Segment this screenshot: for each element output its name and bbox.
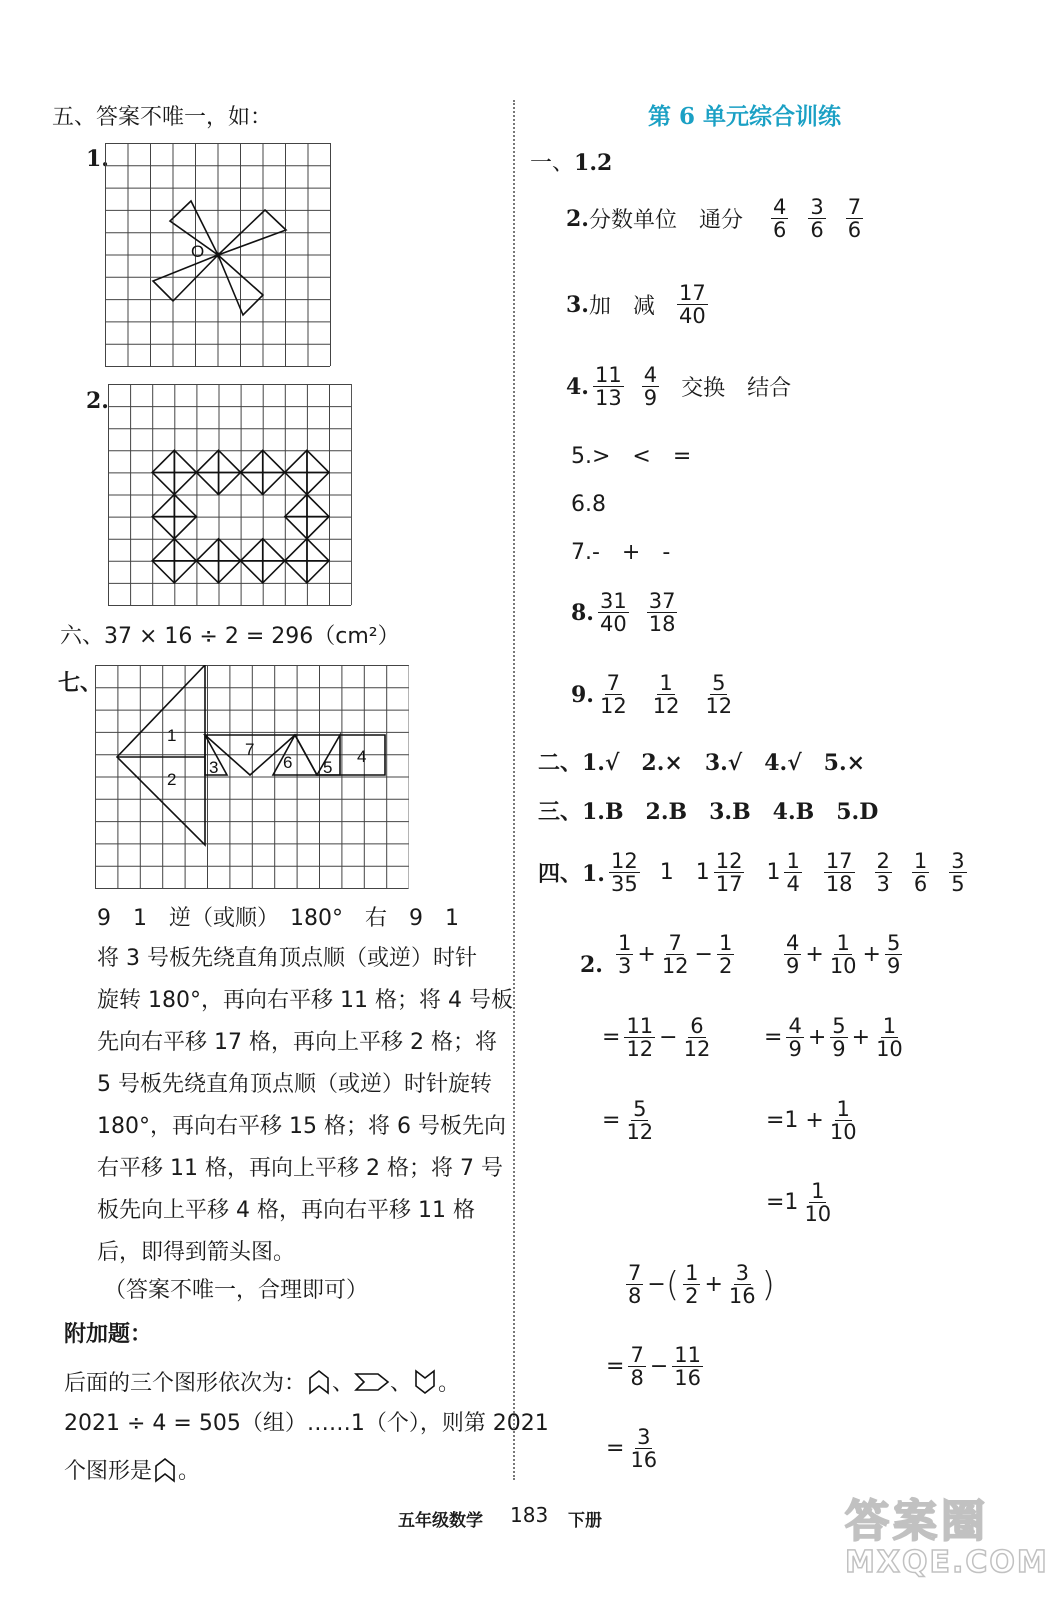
fraction-numerator: 1 <box>718 931 733 955</box>
fraction-denominator: 9 <box>886 954 901 979</box>
calc-a-line-2 <box>602 1015 716 1060</box>
math-text: =1 + <box>766 1108 824 1134</box>
fraction-denominator: 18 <box>648 612 676 637</box>
pentagon-right-shape <box>354 1370 390 1394</box>
section-7-note: （答案不唯一，合理即可） <box>104 1278 369 1303</box>
fraction-denominator: 40 <box>678 304 706 329</box>
fraction-numerator: 5 <box>712 671 726 695</box>
fraction-numerator: 1 <box>836 1097 850 1121</box>
section-4-q1 <box>538 850 971 895</box>
fraction-numerator: 12 <box>610 849 638 873</box>
math-text: ) <box>761 1264 775 1305</box>
fraction <box>874 1015 905 1060</box>
watermark-logo <box>845 1485 1049 1580</box>
fraction-numerator: 3 <box>735 1261 749 1285</box>
section-4-q2-label: 2. <box>580 952 603 978</box>
fraction-numerator: 1 <box>913 849 928 873</box>
fraction-numerator: 17 <box>678 281 706 305</box>
piece-label-5: 5 <box>323 758 333 777</box>
section-7-label: 七、 <box>58 670 103 696</box>
explanation-line: 旋转 180°，再向右平移 11 格；将 4 号板 <box>97 988 513 1013</box>
fraction-denominator: 12 <box>599 694 627 719</box>
math-text: 2. <box>566 205 589 232</box>
math-text: ( <box>665 1264 680 1305</box>
math-text: = <box>764 1025 783 1051</box>
fraction-denominator: 3 <box>618 954 632 979</box>
math-text: =1 <box>766 1190 799 1216</box>
section-1-q5: 5.> < = <box>571 444 692 469</box>
section-5-q1-label: 1. <box>86 146 109 172</box>
fraction <box>677 282 708 327</box>
explanation-line: 后，即得到箭头图。 <box>97 1240 296 1265</box>
section-5-heading: 五、答案不唯一，如： <box>52 105 273 130</box>
fraction-denominator: 9 <box>832 1037 846 1062</box>
rotation-center-point <box>216 253 221 258</box>
pentagon-up-shape <box>306 1369 332 1395</box>
fraction-denominator: 16 <box>630 1448 658 1473</box>
fraction <box>808 196 825 241</box>
calc-b-line-4 <box>766 1180 837 1225</box>
math-text: + <box>807 1025 827 1051</box>
math-text: 交换 结合 <box>681 376 792 402</box>
fraction-numerator: 5 <box>832 1014 846 1038</box>
extra-line-2: 2021 ÷ 4 = 505（组）……1（个），则第 2021 <box>64 1411 549 1436</box>
fraction <box>771 196 788 241</box>
fraction-denominator: 9 <box>786 954 800 979</box>
grid-figure-1 <box>105 143 331 367</box>
section-1-q8 <box>571 590 681 635</box>
unit-title: 第 6 单元综合训练 <box>648 103 842 130</box>
fraction-denominator: 6 <box>810 218 824 243</box>
piece-label-7: 7 <box>245 740 255 759</box>
section-1-q2 <box>566 196 867 241</box>
fraction <box>598 672 629 717</box>
fraction-denominator: 8 <box>628 1284 642 1309</box>
fraction-numerator: 3 <box>810 195 824 219</box>
math-text: − <box>694 942 713 968</box>
fraction-numerator: 1 <box>659 671 673 695</box>
grid-figure-7 <box>95 665 409 889</box>
fraction <box>624 1098 655 1143</box>
fraction-numerator: 4 <box>786 931 800 955</box>
fraction-numerator: 1 <box>618 931 632 955</box>
fraction-numerator: 5 <box>633 1097 647 1121</box>
fraction-numerator: 12 <box>715 849 743 873</box>
fraction-denominator: 10 <box>876 1037 903 1062</box>
math-text: 1 <box>695 860 710 886</box>
math-text: − <box>647 1272 666 1298</box>
fraction <box>624 1015 655 1060</box>
math-text: 1 <box>659 860 674 886</box>
fraction <box>682 1015 713 1060</box>
math-text: 、 <box>332 1371 355 1396</box>
footer-grade: 五年级数学 <box>398 1511 483 1531</box>
fraction <box>885 932 902 977</box>
fraction-denominator: 16 <box>674 1366 701 1391</box>
fraction <box>949 850 966 895</box>
fraction-numerator: 7 <box>628 1261 642 1285</box>
fraction-denominator: 18 <box>825 872 853 897</box>
fraction <box>784 850 801 895</box>
math-text: 。 <box>178 1459 201 1484</box>
pentagon-down-shape <box>412 1369 438 1395</box>
fraction-numerator: 1 <box>882 1014 897 1038</box>
fraction-numerator: 3 <box>637 1425 651 1449</box>
fraction-numerator: 1 <box>836 931 850 955</box>
math-text: − <box>659 1025 678 1051</box>
math-text: 个图形是 <box>64 1459 153 1484</box>
math-text: 。 <box>438 1371 461 1396</box>
fraction-numerator: 11 <box>626 1014 654 1038</box>
fraction-numerator: 11 <box>674 1343 701 1367</box>
fraction <box>598 590 629 635</box>
fraction-denominator: 6 <box>772 218 787 243</box>
fraction <box>727 1262 758 1307</box>
math-text: 8. <box>571 599 594 626</box>
footer-page-number: 183 <box>510 1503 549 1527</box>
grid-figure-2 <box>108 384 352 606</box>
fraction <box>786 1015 803 1060</box>
math-text: + <box>805 942 824 968</box>
fraction <box>802 1180 833 1225</box>
section-1-q6: 6.8 <box>571 492 606 517</box>
fraction-numerator: 2 <box>876 849 890 873</box>
piece-label-1: 1 <box>167 726 177 745</box>
pentagon-up-shape <box>152 1457 178 1483</box>
fraction <box>714 850 745 895</box>
fraction <box>672 1344 703 1389</box>
rotated-triangle-c <box>153 255 218 301</box>
section-2-line: 二、1.√ 2.× 3.√ 4.√ 5.× <box>538 750 866 776</box>
section-3-line: 三、1.B 2.B 3.B 4.B 5.D <box>538 799 879 825</box>
fraction-numerator: 7 <box>606 671 621 695</box>
fraction <box>647 590 678 635</box>
fraction-numerator: 31 <box>599 589 627 613</box>
fraction-denominator: 10 <box>829 1120 857 1145</box>
math-text: = <box>606 1436 625 1462</box>
calc-c-line-3 <box>606 1426 663 1471</box>
fraction-denominator: 35 <box>610 872 638 897</box>
fraction-denominator: 9 <box>643 386 658 411</box>
math-text: 、 <box>390 1371 413 1396</box>
fraction-denominator: 12 <box>626 1120 654 1145</box>
fraction <box>828 932 859 977</box>
watermark-bottom-text: MXQE.COM <box>845 1545 1049 1580</box>
math-text: 四、1. <box>538 861 605 888</box>
fraction <box>609 850 640 895</box>
extra-line-3 <box>64 1454 200 1485</box>
watermark-top-text: 答案圈 <box>845 1496 989 1547</box>
calc-c-line-2 <box>606 1344 707 1389</box>
fraction-numerator: 7 <box>847 195 862 219</box>
fraction-denominator: 9 <box>788 1037 802 1062</box>
section-6-line: 六、37 × 16 ÷ 2 = 296（cm²） <box>60 624 400 649</box>
explanation-line: 板先向上平移 4 格，再向右平移 11 格 <box>97 1198 475 1223</box>
fraction <box>616 932 633 977</box>
math-text: 4. <box>566 373 589 400</box>
fraction-numerator: 3 <box>951 849 965 873</box>
fraction-numerator: 4 <box>788 1014 802 1038</box>
fraction-denominator: 12 <box>652 694 680 719</box>
fraction-denominator: 4 <box>786 872 800 897</box>
explanation-line: 将 3 号板先绕直角顶点顺（或逆）时针 <box>97 946 477 971</box>
fraction-numerator: 1 <box>811 1179 825 1203</box>
section-5-q2-label: 2. <box>86 388 109 414</box>
fraction-denominator: 6 <box>913 872 928 897</box>
math-text: − <box>649 1354 669 1380</box>
fraction <box>651 672 682 717</box>
fraction-numerator: 7 <box>668 931 682 955</box>
explanation-line: 180°，再向右平移 15 格；将 6 号板先向 <box>97 1114 506 1139</box>
fraction-denominator: 8 <box>630 1366 644 1391</box>
fraction-denominator: 40 <box>599 612 627 637</box>
calc-a-line-1 <box>612 932 738 977</box>
fraction <box>628 1426 659 1471</box>
math-text: 分数单位 通分 <box>588 208 743 234</box>
fraction-numerator: 17 <box>825 849 853 873</box>
fraction-numerator: 7 <box>630 1343 644 1367</box>
math-text: = <box>602 1108 621 1134</box>
explanation-line: 右平移 11 格，再向上平移 2 格；将 7 号 <box>97 1156 503 1181</box>
fraction <box>875 850 892 895</box>
fraction <box>642 364 659 409</box>
fraction-denominator: 3 <box>876 872 890 897</box>
calc-b-line-3 <box>766 1098 863 1143</box>
fraction <box>912 850 929 895</box>
math-text: 加 减 <box>588 294 655 320</box>
section-1-q3 <box>566 282 712 327</box>
math-text: 3. <box>566 291 589 318</box>
fraction <box>628 1344 645 1389</box>
math-text: = <box>606 1354 625 1380</box>
fraction-denominator: 6 <box>847 218 862 243</box>
explanation-line: 先向右平移 17 格，再向上平移 2 格；将 <box>97 1030 497 1055</box>
fraction-denominator: 12 <box>661 954 689 979</box>
math-text: + <box>704 1272 723 1298</box>
fraction <box>717 932 734 977</box>
fraction <box>828 1098 859 1143</box>
fraction <box>593 364 624 409</box>
fraction-numerator: 4 <box>772 195 787 219</box>
fraction-denominator: 12 <box>683 1037 711 1062</box>
fraction-denominator: 16 <box>728 1284 756 1309</box>
fraction-numerator: 4 <box>643 363 658 387</box>
fraction-denominator: 2 <box>685 1284 699 1309</box>
section-1-q9 <box>571 672 738 717</box>
calc-c-line-1 <box>622 1262 775 1307</box>
math-text: + <box>851 1025 871 1051</box>
math-text: + <box>637 942 656 968</box>
fraction-numerator: 11 <box>594 363 622 387</box>
fraction-numerator: 5 <box>886 931 901 955</box>
fraction-denominator: 17 <box>715 872 743 897</box>
math-text: 9. <box>571 681 594 708</box>
fraction-numerator: 6 <box>690 1014 704 1038</box>
point-o-label: O <box>191 242 205 261</box>
column-divider <box>513 100 515 1480</box>
fraction <box>683 1262 700 1307</box>
piece-label-4: 4 <box>357 747 367 766</box>
piece-label-6: 6 <box>283 753 293 772</box>
fraction-denominator: 13 <box>594 386 622 411</box>
fraction <box>703 672 734 717</box>
fraction <box>660 932 691 977</box>
fraction-denominator: 5 <box>951 872 965 897</box>
calc-b-line-1 <box>780 932 906 977</box>
footer-volume: 下册 <box>568 1511 602 1531</box>
math-text: = <box>602 1025 621 1051</box>
fraction-denominator: 2 <box>718 954 733 979</box>
fraction <box>784 932 801 977</box>
fraction <box>626 1262 643 1307</box>
math-text: 后面的三个图形依次为： <box>64 1371 307 1396</box>
math-text: + <box>862 942 881 968</box>
fraction-denominator: 10 <box>804 1202 832 1227</box>
math-text: 1 <box>766 860 781 886</box>
extra-line-1 <box>64 1366 460 1397</box>
section-7-answer: 9 1 逆（或顺） 180° 右 9 1 <box>97 906 459 931</box>
fraction-numerator: 37 <box>648 589 676 613</box>
fraction-numerator: 1 <box>685 1261 699 1285</box>
extra-heading: 附加题： <box>64 1321 153 1347</box>
piece-label-3: 3 <box>209 758 219 777</box>
section-1-q1: 一、1.2 <box>530 150 613 176</box>
calc-a-line-3 <box>602 1098 659 1143</box>
calc-b-line-2 <box>764 1015 909 1060</box>
fraction-denominator: 10 <box>829 954 857 979</box>
section-1-q4 <box>566 364 791 409</box>
piece-label-2: 2 <box>167 770 177 789</box>
section-1-q7: 7.- + - <box>571 540 671 565</box>
fraction-denominator: 12 <box>626 1037 654 1062</box>
explanation-line: 5 号板先绕直角顶点顺（或逆）时针旋转 <box>97 1072 492 1097</box>
fraction <box>830 1015 847 1060</box>
fraction-numerator: 1 <box>786 849 800 873</box>
fraction <box>824 850 855 895</box>
fraction-denominator: 12 <box>705 694 733 719</box>
section-7-explanation <box>97 938 513 1274</box>
fraction <box>846 196 863 241</box>
